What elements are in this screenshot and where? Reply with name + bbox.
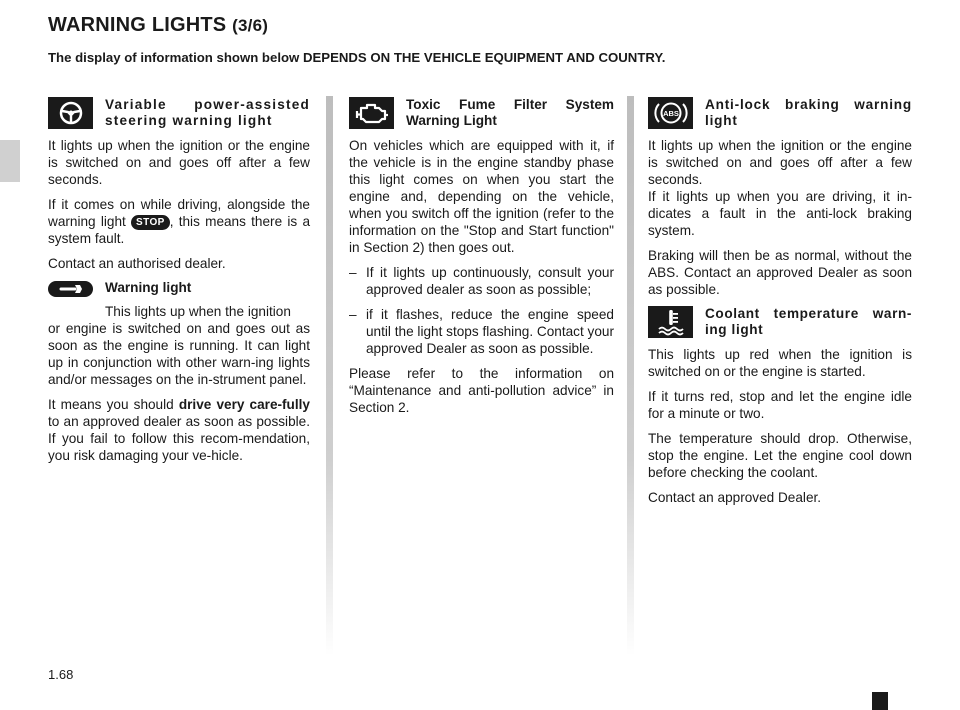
abs-icon: [648, 97, 693, 129]
coolant-warning-title: Coolant temperature warn-ing light: [705, 306, 912, 337]
svg-text:ABS: ABS: [662, 109, 679, 118]
service-text-1: This lights up when the ignition or engine is switched on and goes out as soon as the engine is running. It can light up in conjunction with other warn-ing lights and/or messages on the in-strument panel.: [48, 304, 310, 387]
fume-filter-text-2: Please refer to the information on “Maintenance and anti-pollution advice” in Section 2.: [349, 366, 614, 415]
abs-text-1: It lights up when the ignition or the engine is switched on and goes off after a few seconds. If it lights up when you are driving, it in-dicates a fault in the anti-lock braking system.: [648, 138, 912, 238]
fume-filter-heading: [349, 97, 614, 129]
service-warning-title: Warning light: [105, 280, 192, 295]
fume-filter-text-1: On vehicles which are equipped with it, if the vehicle is in the engine standby phase this light comes on when you start the engine and, depending on the vehicle, when you switch off the ignition (refer to the information on the "Stop and Start function" in Section 2) then goes out.: [349, 138, 614, 255]
column-fume-filter: [349, 97, 614, 424]
stop-warning-icon: STOP: [131, 215, 170, 230]
column-divider: [627, 96, 634, 656]
steering-wheel-warning-icon: [48, 97, 93, 129]
page-subtitle: The display of information shown below DEPENDS ON THE VEHICLE EQUIPMENT AND COUNTRY.: [48, 50, 666, 65]
page-corner-mark: [872, 692, 888, 710]
column-steering: [48, 97, 310, 472]
section-tab: [0, 140, 20, 182]
abs-text-2: Braking will then be as normal, without the ABS. Contact an approved Dealer as soon as possible.: [648, 248, 912, 297]
service-text-2: It means you should drive very care-fully to an approved dealer as soon as possible. If you fail to follow this recom-mendation, you risk damaging your ve-hicle.: [48, 397, 310, 463]
coolant-text-4: Contact an approved Dealer.: [648, 490, 822, 505]
service-warning-heading: [48, 280, 310, 297]
abs-warning-heading: [648, 97, 912, 129]
abs-warning-title: Anti-lock braking warning light: [705, 97, 912, 128]
coolant-temperature-icon: [648, 306, 693, 338]
steering-text-3: Contact an authorised dealer.: [48, 256, 226, 271]
page-title: WARNING LIGHTS (3/6): [48, 14, 269, 36]
steering-text-2: If it comes on while driving, alongside the warning light STOP , this means there is a system fault.: [48, 197, 311, 246]
fume-filter-bullet-1: – If it lights up continuously, consult your approved dealer as soon as possible;: [349, 265, 614, 297]
column-divider: [326, 96, 333, 656]
wrench-icon: [48, 281, 93, 297]
steering-warning-heading: [48, 97, 310, 129]
fume-filter-bullet-2: – if it flashes, reduce the engine speed until the light stops flashing. Contact your approved Dealer as soon as possible.: [349, 307, 614, 356]
page-part: (3/6): [232, 16, 269, 35]
column-abs-coolant: [648, 97, 912, 514]
coolant-text-2: If it turns red, stop and let the engine idle for a minute or two.: [648, 389, 912, 421]
steering-warning-title: Variable power-assisted steering warning light: [105, 97, 310, 128]
steering-text-1: It lights up when the ignition or the engine is switched on and goes off after a few seconds.: [48, 138, 310, 187]
page-number: 1.68: [48, 667, 74, 682]
engine-icon: [349, 97, 394, 129]
fume-filter-title: Toxic Fume Filter System Warning Light: [406, 97, 614, 128]
coolant-warning-heading: [648, 306, 912, 338]
coolant-text-3: The temperature should drop. Otherwise, stop the engine. Let the engine cool down before checking the coolant.: [648, 431, 912, 480]
coolant-text-1: This lights up red when the ignition is switched on or the engine is started.: [648, 347, 912, 379]
